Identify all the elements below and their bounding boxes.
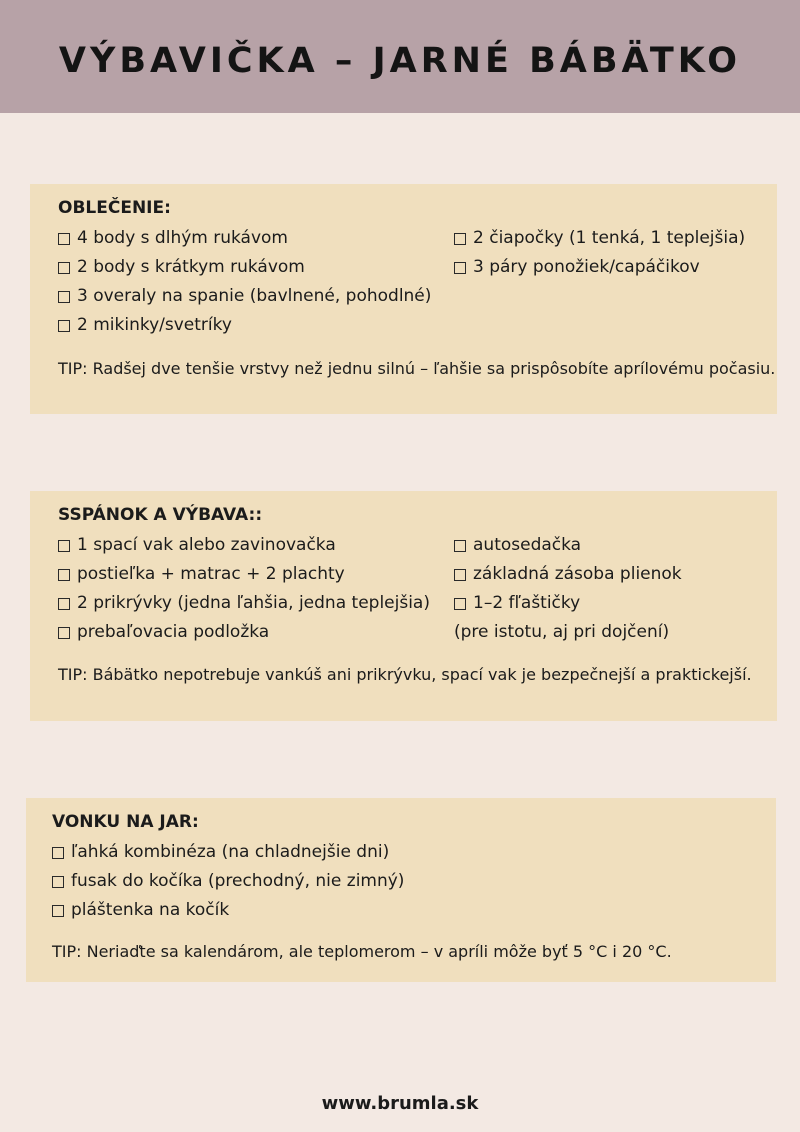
- checkbox-icon[interactable]: [454, 262, 466, 274]
- checklist-item[interactable]: pláštenka na kočík: [52, 896, 776, 925]
- tip-text: TIP: Neriaďte sa kalendárom, ale teplomerom – v apríli môže byť 5 °C i 20 °C.: [52, 942, 672, 961]
- checklist-item[interactable]: postieľka + matrac + 2 plachty: [58, 560, 454, 589]
- section-title: VONKU NA JAR:: [52, 812, 199, 832]
- checklist-item[interactable]: 2 prikrývky (jedna ľahšia, jedna teplejšia): [58, 589, 454, 618]
- checklist-item[interactable]: 2 body s krátkym rukávom: [58, 253, 454, 282]
- checkbox-icon[interactable]: [454, 569, 466, 581]
- checklist-item[interactable]: 3 páry ponožiek/capáčikov: [454, 253, 777, 282]
- checkbox-icon[interactable]: [58, 540, 70, 552]
- checkbox-icon[interactable]: [58, 569, 70, 581]
- checkbox-icon[interactable]: [58, 291, 70, 303]
- page-header: [0, 0, 800, 113]
- section-title: SSPÁNOK A VÝBAVA::: [58, 505, 263, 525]
- checkbox-icon[interactable]: [52, 876, 64, 888]
- checklist-item[interactable]: autosedačka: [454, 531, 777, 560]
- section-title: OBLEČENIE:: [58, 198, 171, 218]
- checkbox-icon[interactable]: [52, 905, 64, 917]
- checklist-item[interactable]: 1–2 fľaštičky: [454, 589, 777, 618]
- checkbox-icon[interactable]: [58, 598, 70, 610]
- section-outdoor-spring: [26, 798, 776, 982]
- checklist-item[interactable]: 2 mikinky/svetríky: [58, 311, 454, 340]
- page-title: VÝBAVIČKA – JARNÉ BÁBÄTKO: [58, 40, 742, 81]
- checkbox-icon[interactable]: [58, 320, 70, 332]
- checklist-item[interactable]: 1 spací vak alebo zavinovačka: [58, 531, 454, 560]
- checkbox-icon[interactable]: [58, 262, 70, 274]
- checkbox-icon[interactable]: [454, 540, 466, 552]
- checklist-item[interactable]: fusak do kočíka (prechodný, nie zimný): [52, 867, 776, 896]
- checkbox-icon[interactable]: [454, 598, 466, 610]
- checklist-item[interactable]: 4 body s dlhým rukávom: [58, 224, 454, 253]
- checklist-item[interactable]: 3 overaly na spanie (bavlnené, pohodlné): [58, 282, 454, 311]
- checklist-item[interactable]: 2 čiapočky (1 tenká, 1 teplejšia): [454, 224, 777, 253]
- checkbox-icon[interactable]: [454, 233, 466, 245]
- checklist-item[interactable]: základná zásoba plienok: [454, 560, 777, 589]
- item-note: (pre istotu, aj pri dojčení): [454, 622, 670, 642]
- checkbox-icon[interactable]: [52, 847, 64, 859]
- tip-text: TIP: Radšej dve tenšie vrstvy než jednu silnú – ľahšie sa prispôsobíte aprílovému počasiu.: [58, 359, 776, 378]
- section-sleep-gear: [30, 491, 777, 721]
- section-clothing: [30, 184, 777, 414]
- checklist-item[interactable]: prebaľovacia podložka: [58, 618, 454, 647]
- checkbox-icon[interactable]: [58, 627, 70, 639]
- checkbox-icon[interactable]: [58, 233, 70, 245]
- footer-url[interactable]: www.brumla.sk: [321, 1093, 479, 1114]
- tip-text: TIP: Bábätko nepotrebuje vankúš ani prikrývku, spací vak je bezpečnejší a praktickejší.: [58, 665, 752, 684]
- checklist-item[interactable]: ľahká kombinéza (na chladnejšie dni): [52, 838, 776, 867]
